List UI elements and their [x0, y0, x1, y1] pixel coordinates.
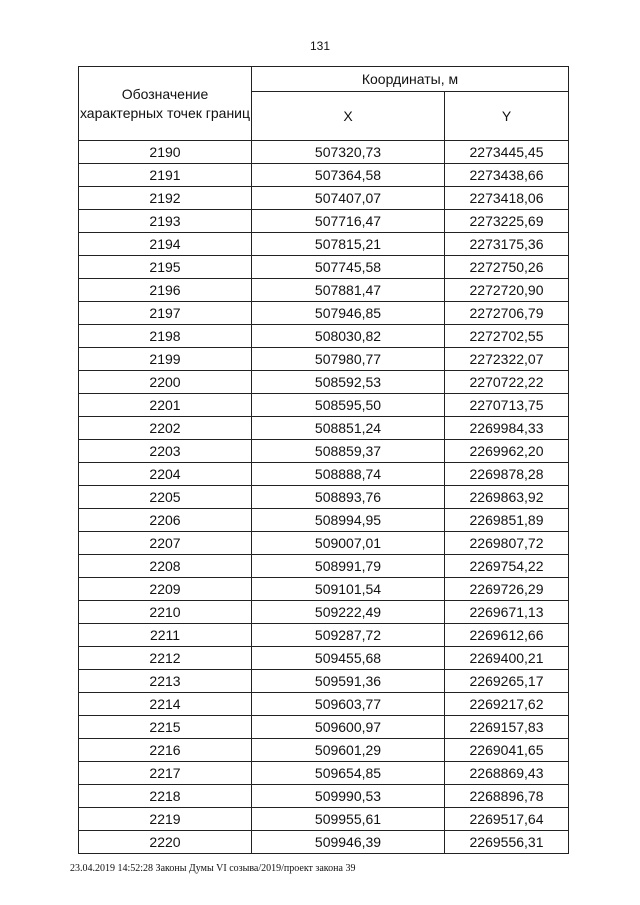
cell-x: 509601,29 [252, 739, 445, 762]
table-row [79, 716, 569, 739]
table-row [79, 417, 569, 440]
cell-x: 507946,85 [252, 302, 445, 325]
cell-x: 508030,82 [252, 325, 445, 348]
cell-point-id: 2214 [79, 693, 252, 716]
table-row [79, 578, 569, 601]
cell-y: 2269962,20 [445, 440, 569, 463]
header-y: Y [445, 92, 569, 141]
table-row [79, 164, 569, 187]
table-row [79, 739, 569, 762]
header-x: X [252, 92, 445, 141]
cell-y: 2269217,62 [445, 693, 569, 716]
cell-y: 2269851,89 [445, 509, 569, 532]
cell-point-id: 2208 [79, 555, 252, 578]
table-row [79, 348, 569, 371]
cell-y: 2269400,21 [445, 647, 569, 670]
cell-x: 507364,58 [252, 164, 445, 187]
cell-point-id: 2205 [79, 486, 252, 509]
table-row [79, 808, 569, 831]
table-row [79, 555, 569, 578]
cell-y: 2270713,75 [445, 394, 569, 417]
cell-point-id: 2200 [79, 371, 252, 394]
cell-x: 508595,50 [252, 394, 445, 417]
cell-y: 2269878,28 [445, 463, 569, 486]
cell-point-id: 2204 [79, 463, 252, 486]
table-row [79, 233, 569, 256]
cell-y: 2272322,07 [445, 348, 569, 371]
table-row [79, 670, 569, 693]
cell-point-id: 2190 [79, 141, 252, 164]
cell-point-id: 2219 [79, 808, 252, 831]
cell-x: 508994,95 [252, 509, 445, 532]
cell-point-id: 2199 [79, 348, 252, 371]
header-designation: Обозначение характерных точек границ [79, 67, 252, 141]
cell-y: 2269265,17 [445, 670, 569, 693]
cell-x: 507716,47 [252, 210, 445, 233]
cell-x: 508991,79 [252, 555, 445, 578]
cell-y: 2269157,83 [445, 716, 569, 739]
cell-point-id: 2197 [79, 302, 252, 325]
cell-x: 509287,72 [252, 624, 445, 647]
table-body [79, 141, 569, 854]
cell-y: 2273175,36 [445, 233, 569, 256]
table-row [79, 325, 569, 348]
cell-y: 2269807,72 [445, 532, 569, 555]
table-row [79, 532, 569, 555]
cell-x: 509603,77 [252, 693, 445, 716]
cell-x: 508888,74 [252, 463, 445, 486]
cell-point-id: 2209 [79, 578, 252, 601]
cell-y: 2273438,66 [445, 164, 569, 187]
cell-x: 509654,85 [252, 762, 445, 785]
cell-y: 2269984,33 [445, 417, 569, 440]
cell-point-id: 2202 [79, 417, 252, 440]
cell-point-id: 2218 [79, 785, 252, 808]
cell-point-id: 2207 [79, 532, 252, 555]
cell-x: 508893,76 [252, 486, 445, 509]
cell-y: 2269754,22 [445, 555, 569, 578]
cell-y: 2269863,92 [445, 486, 569, 509]
cell-point-id: 2191 [79, 164, 252, 187]
cell-x: 509591,36 [252, 670, 445, 693]
cell-point-id: 2193 [79, 210, 252, 233]
cell-y: 2272750,26 [445, 256, 569, 279]
cell-x: 508859,37 [252, 440, 445, 463]
cell-point-id: 2206 [79, 509, 252, 532]
cell-y: 2273445,45 [445, 141, 569, 164]
table-row [79, 210, 569, 233]
cell-point-id: 2215 [79, 716, 252, 739]
table-row [79, 141, 569, 164]
cell-point-id: 2198 [79, 325, 252, 348]
cell-point-id: 2217 [79, 762, 252, 785]
table-row [79, 371, 569, 394]
cell-x: 507881,47 [252, 279, 445, 302]
table-row [79, 187, 569, 210]
cell-y: 2269612,66 [445, 624, 569, 647]
cell-point-id: 2216 [79, 739, 252, 762]
cell-x: 509455,68 [252, 647, 445, 670]
cell-x: 507815,21 [252, 233, 445, 256]
table-row [79, 486, 569, 509]
cell-x: 507980,77 [252, 348, 445, 371]
cell-x: 507745,58 [252, 256, 445, 279]
cell-y: 2268869,43 [445, 762, 569, 785]
table-row [79, 440, 569, 463]
cell-y: 2272720,90 [445, 279, 569, 302]
cell-point-id: 2196 [79, 279, 252, 302]
cell-y: 2268896,78 [445, 785, 569, 808]
cell-y: 2269041,65 [445, 739, 569, 762]
table-row [79, 256, 569, 279]
cell-x: 508592,53 [252, 371, 445, 394]
cell-point-id: 2192 [79, 187, 252, 210]
table-row [79, 509, 569, 532]
header-coordinates: Координаты, м [252, 67, 569, 92]
cell-x: 509007,01 [252, 532, 445, 555]
cell-y: 2269726,29 [445, 578, 569, 601]
cell-point-id: 2213 [79, 670, 252, 693]
cell-point-id: 2203 [79, 440, 252, 463]
table-row [79, 831, 569, 854]
cell-y: 2270722,22 [445, 371, 569, 394]
coordinates-table [78, 66, 569, 854]
table-row [79, 624, 569, 647]
cell-point-id: 2201 [79, 394, 252, 417]
cell-x: 509600,97 [252, 716, 445, 739]
cell-point-id: 2212 [79, 647, 252, 670]
cell-point-id: 2210 [79, 601, 252, 624]
cell-x: 508851,24 [252, 417, 445, 440]
cell-x: 509990,53 [252, 785, 445, 808]
table-row [79, 279, 569, 302]
cell-y: 2269556,31 [445, 831, 569, 854]
cell-y: 2269671,13 [445, 601, 569, 624]
cell-point-id: 2194 [79, 233, 252, 256]
cell-point-id: 2220 [79, 831, 252, 854]
cell-x: 509222,49 [252, 601, 445, 624]
table-row [79, 601, 569, 624]
table-row [79, 394, 569, 417]
cell-x: 509955,61 [252, 808, 445, 831]
page-number: 131 [309, 39, 331, 53]
cell-x: 509101,54 [252, 578, 445, 601]
cell-y: 2269517,64 [445, 808, 569, 831]
cell-y: 2272702,55 [445, 325, 569, 348]
table-header [79, 67, 569, 141]
cell-x: 507320,73 [252, 141, 445, 164]
cell-x: 509946,39 [252, 831, 445, 854]
cell-y: 2272706,79 [445, 302, 569, 325]
cell-point-id: 2195 [79, 256, 252, 279]
table-row [79, 463, 569, 486]
cell-y: 2273225,69 [445, 210, 569, 233]
footer-stamp: 23.04.2019 14:52:28 Законы Думы VI созыва/2019/проект закона 39 [70, 863, 356, 874]
cell-x: 507407,07 [252, 187, 445, 210]
table-row [79, 302, 569, 325]
cell-point-id: 2211 [79, 624, 252, 647]
table-row [79, 693, 569, 716]
table-row [79, 785, 569, 808]
table-row [79, 647, 569, 670]
cell-y: 2273418,06 [445, 187, 569, 210]
table-row [79, 762, 569, 785]
